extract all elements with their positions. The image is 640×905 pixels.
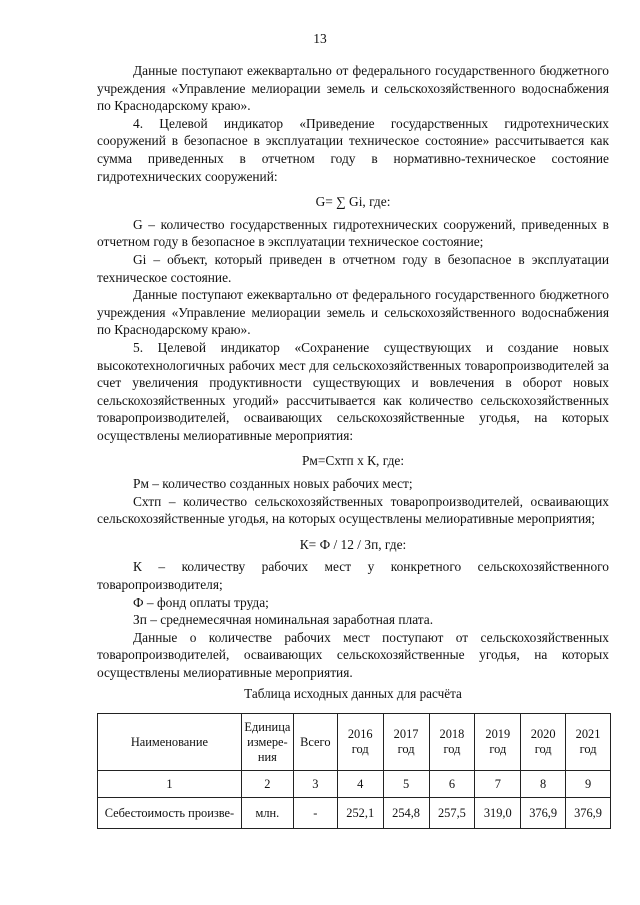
header-cell: Наименование bbox=[98, 714, 242, 771]
table-cell: 319,0 bbox=[475, 798, 521, 829]
source-data-table bbox=[97, 713, 611, 829]
paragraph: Gi – объект, который приведен в отчетном году в безопасное в эксплуатации техническое состояние. bbox=[97, 251, 609, 285]
paragraph: Рм – количество созданных новых рабочих мест; bbox=[133, 476, 413, 492]
paragraph: Данные о количестве рабочих мест поступают от сельскохозяйственных товаропроизводителей, осваивающих сельскохозяйственные угодья, на которых осуществлены мелиоративные мероприятия. bbox=[97, 629, 609, 680]
paragraph: 4. Целевой индикатор «Приведение государственных гидротехнических сооружений в безопасное в эксплуатации техническое состояние» рассчитывается как сумма приведенных в отчетном году в нормативно-техническое состояние гидротехнических сооружений: bbox=[97, 115, 609, 184]
table-cell: 254,8 bbox=[383, 798, 429, 829]
table-column-number-row bbox=[98, 771, 611, 798]
column-number-cell: 8 bbox=[521, 771, 566, 798]
table-cell: - bbox=[293, 798, 337, 829]
formula-k: К= Ф / 12 / Зп, где: bbox=[299, 536, 407, 552]
table-cell: 376,9 bbox=[566, 798, 611, 829]
formula-g: G= ∑ Gi, где: bbox=[315, 194, 391, 210]
header-cell: 2019 год bbox=[475, 714, 521, 771]
table-cell: 257,5 bbox=[429, 798, 475, 829]
column-number-cell: 7 bbox=[475, 771, 521, 798]
header-cell: 2020 год bbox=[521, 714, 566, 771]
header-cell: 2021 год bbox=[566, 714, 611, 771]
paragraph: G – количество государственных гидротехнических сооружений, приведенных в отчетном году в безопасное в эксплуатации техническое состояние; bbox=[97, 216, 609, 250]
paragraph: 5. Целевой индикатор «Сохранение существующих и создание новых высокотехнологичных рабочих мест для сельскохозяйственных товаропроизводителей за счет увеличения продуктивности существующих и вовлечения в оборот новых сельскохозяйственных угодий» рассчитывается как количество сельскохозяйственных товаропроизводителей, осваивающих сельскохозяйственные угодья, на которых осуществлены мелиоративные мероприятия: bbox=[97, 339, 609, 443]
formula-pm: Рм=Схтп x К, где: bbox=[301, 453, 405, 469]
paragraph: Данные поступают ежеквартально от федерального государственного бюджетного учреждения «Управление мелиорации земель и сельскохозяйственного водоснабжения по Краснодарскому краю». bbox=[97, 63, 609, 114]
table-cell: 252,1 bbox=[337, 798, 383, 829]
header-cell: Единица измере-ния bbox=[241, 714, 293, 771]
column-number-cell: 3 bbox=[293, 771, 337, 798]
header-cell: 2016 год bbox=[337, 714, 383, 771]
table-cell: Себестоимость произве- bbox=[98, 798, 242, 829]
paragraph: К – количеству рабочих мест у конкретного сельскохозяйственного товаропроизводителя; bbox=[97, 559, 609, 593]
header-cell: 2018 год bbox=[429, 714, 475, 771]
column-number-cell: 9 bbox=[566, 771, 611, 798]
paragraph: Зп – среднемесячная номинальная заработная плата. bbox=[133, 612, 434, 628]
column-number-cell: 4 bbox=[337, 771, 383, 798]
header-cell: 2017 год bbox=[383, 714, 429, 771]
table-cell: млн. bbox=[241, 798, 293, 829]
document-body bbox=[97, 62, 609, 702]
header-cell: Всего bbox=[293, 714, 337, 771]
table-cell: 376,9 bbox=[521, 798, 566, 829]
paragraph: Ф – фонд оплаты труда; bbox=[133, 594, 269, 610]
column-number-cell: 5 bbox=[383, 771, 429, 798]
table-caption: Таблица исходных данных для расчёта bbox=[244, 685, 462, 701]
paragraph: Схтп – количество сельскохозяйственных товаропроизводителей, осваивающих сельскохозяйственные угодья, на которых осуществлены мелиоративные мероприятия; bbox=[97, 493, 609, 527]
column-number-cell: 2 bbox=[241, 771, 293, 798]
column-number-cell: 1 bbox=[98, 771, 242, 798]
page-number: 13 bbox=[313, 31, 327, 46]
column-number-cell: 6 bbox=[429, 771, 475, 798]
table-header-row bbox=[98, 714, 611, 771]
table-row bbox=[98, 798, 611, 829]
paragraph: Данные поступают ежеквартально от федерального государственного бюджетного учреждения «Управление мелиорации земель и сельскохозяйственного водоснабжения по Краснодарскому краю». bbox=[97, 287, 609, 338]
